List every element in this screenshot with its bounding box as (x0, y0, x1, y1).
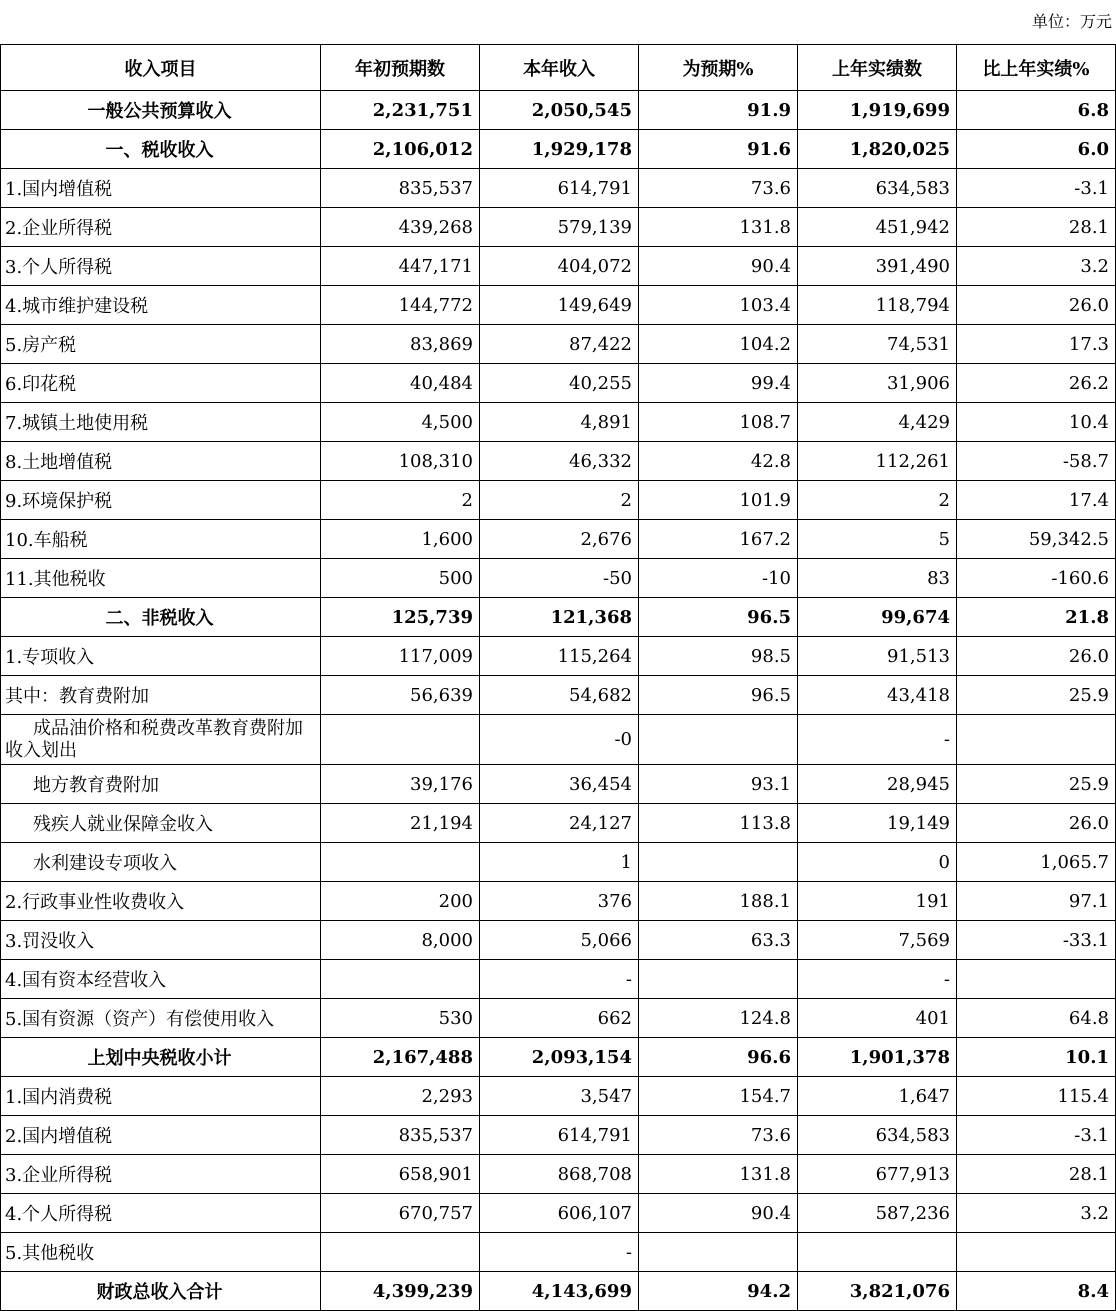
row-budget: 4,399,239 (321, 1272, 480, 1311)
row-label: 5.国有资源（资产）有偿使用收入 (1, 999, 321, 1038)
row-last-year: 191 (798, 882, 957, 921)
row-label: 地方教育费附加 (1, 765, 321, 804)
row-budget: 2,167,488 (321, 1038, 480, 1077)
row-label: 2.国内增值税 (1, 1116, 321, 1155)
row-budget: 2 (321, 481, 480, 520)
table-row (1, 1077, 1116, 1116)
row-pct-last-year: -33.1 (957, 921, 1116, 960)
row-pct-budget: 167.2 (639, 520, 798, 559)
row-budget: 21,194 (321, 804, 480, 843)
row-budget: 144,772 (321, 286, 480, 325)
row-label: 2.企业所得税 (1, 208, 321, 247)
row-last-year: 1,647 (798, 1077, 957, 1116)
row-actual: 2,050,545 (480, 91, 639, 130)
row-pct-budget: 104.2 (639, 325, 798, 364)
row-label: 4.城市维护建设税 (1, 286, 321, 325)
row-pct-last-year: -58.7 (957, 442, 1116, 481)
row-actual: 606,107 (480, 1194, 639, 1233)
table-header (1, 45, 1116, 91)
row-last-year: 634,583 (798, 169, 957, 208)
row-budget: 447,171 (321, 247, 480, 286)
row-pct-budget: 96.5 (639, 598, 798, 637)
table-row (1, 1194, 1116, 1233)
table-row (1, 960, 1116, 999)
table-row (1, 598, 1116, 637)
header-actual: 本年收入 (480, 45, 639, 91)
row-label: 残疾人就业保障金收入 (1, 804, 321, 843)
row-label: 7.城镇土地使用税 (1, 403, 321, 442)
row-pct-last-year: 17.4 (957, 481, 1116, 520)
row-pct-budget: 108.7 (639, 403, 798, 442)
row-last-year: 5 (798, 520, 957, 559)
row-actual: 87,422 (480, 325, 639, 364)
row-pct-budget: 154.7 (639, 1077, 798, 1116)
row-last-year: 677,913 (798, 1155, 957, 1194)
row-actual: 115,264 (480, 637, 639, 676)
revenue-table (0, 44, 1116, 1311)
row-pct-budget: 99.4 (639, 364, 798, 403)
row-pct-last-year: 10.1 (957, 1038, 1116, 1077)
row-actual: 2,676 (480, 520, 639, 559)
row-pct-last-year: 1,065.7 (957, 843, 1116, 882)
row-last-year: 112,261 (798, 442, 957, 481)
table-row (1, 1272, 1116, 1311)
row-last-year: 3,821,076 (798, 1272, 957, 1311)
row-budget (321, 843, 480, 882)
row-last-year: 2 (798, 481, 957, 520)
row-label: 10.车船税 (1, 520, 321, 559)
row-actual: 54,682 (480, 676, 639, 715)
row-last-year: - (798, 715, 957, 765)
row-label: 4.国有资本经营收入 (1, 960, 321, 999)
header-row (1, 45, 1116, 91)
row-label: 其中：教育费附加 (1, 676, 321, 715)
row-pct-budget: 91.9 (639, 91, 798, 130)
row-pct-budget: 96.5 (639, 676, 798, 715)
row-pct-budget: -10 (639, 559, 798, 598)
row-actual: 36,454 (480, 765, 639, 804)
row-budget: 39,176 (321, 765, 480, 804)
table-row (1, 804, 1116, 843)
row-label: 3.个人所得税 (1, 247, 321, 286)
table-row (1, 1233, 1116, 1272)
row-last-year: 1,919,699 (798, 91, 957, 130)
row-last-year: 28,945 (798, 765, 957, 804)
row-pct-last-year: 17.3 (957, 325, 1116, 364)
row-budget: 835,537 (321, 1116, 480, 1155)
header-last-year: 上年实绩数 (798, 45, 957, 91)
row-last-year (798, 1233, 957, 1272)
row-pct-budget: 90.4 (639, 247, 798, 286)
table-body (1, 91, 1116, 1311)
row-pct-budget: 131.8 (639, 208, 798, 247)
row-pct-budget: 93.1 (639, 765, 798, 804)
row-label: 1.国内增值税 (1, 169, 321, 208)
row-pct-last-year: 6.8 (957, 91, 1116, 130)
table-row (1, 481, 1116, 520)
table-row (1, 676, 1116, 715)
table-row (1, 91, 1116, 130)
table-row (1, 286, 1116, 325)
row-label: 水利建设专项收入 (1, 843, 321, 882)
row-actual: 40,255 (480, 364, 639, 403)
row-label: 5.其他税收 (1, 1233, 321, 1272)
row-actual: 1 (480, 843, 639, 882)
row-pct-last-year (957, 960, 1116, 999)
row-pct-last-year: 26.0 (957, 286, 1116, 325)
row-label: 1.专项收入 (1, 637, 321, 676)
row-actual: 868,708 (480, 1155, 639, 1194)
row-label: 3.企业所得税 (1, 1155, 321, 1194)
table-row (1, 715, 1116, 765)
row-last-year: 1,820,025 (798, 130, 957, 169)
row-pct-last-year: 59,342.5 (957, 520, 1116, 559)
row-pct-last-year: 28.1 (957, 1155, 1116, 1194)
header-budget: 年初预期数 (321, 45, 480, 91)
row-last-year: 634,583 (798, 1116, 957, 1155)
table-row (1, 843, 1116, 882)
row-actual: 1,929,178 (480, 130, 639, 169)
row-label: 1.国内消费税 (1, 1077, 321, 1116)
row-last-year: 74,531 (798, 325, 957, 364)
table-row (1, 1116, 1116, 1155)
row-pct-last-year: 25.9 (957, 676, 1116, 715)
row-last-year: 31,906 (798, 364, 957, 403)
row-last-year: 391,490 (798, 247, 957, 286)
row-actual: 579,139 (480, 208, 639, 247)
table-row (1, 403, 1116, 442)
table-row (1, 442, 1116, 481)
row-last-year: 19,149 (798, 804, 957, 843)
row-actual: -50 (480, 559, 639, 598)
row-budget: 530 (321, 999, 480, 1038)
row-label: 11.其他税收 (1, 559, 321, 598)
row-budget: 2,293 (321, 1077, 480, 1116)
row-pct-last-year: 6.0 (957, 130, 1116, 169)
row-pct-budget: 103.4 (639, 286, 798, 325)
row-last-year: 1,901,378 (798, 1038, 957, 1077)
unit-label: 单位：万元 (1031, 12, 1112, 31)
row-pct-last-year: 21.8 (957, 598, 1116, 637)
row-label: 二、非税收入 (1, 598, 321, 637)
row-last-year: 401 (798, 999, 957, 1038)
row-last-year: 83 (798, 559, 957, 598)
table-row (1, 364, 1116, 403)
row-actual: 24,127 (480, 804, 639, 843)
row-label: 3.罚没收入 (1, 921, 321, 960)
table-row (1, 921, 1116, 960)
row-pct-last-year: 26.0 (957, 637, 1116, 676)
header-item: 收入项目 (1, 45, 321, 91)
row-label: 6.印花税 (1, 364, 321, 403)
row-budget: 439,268 (321, 208, 480, 247)
row-budget: 40,484 (321, 364, 480, 403)
row-budget: 8,000 (321, 921, 480, 960)
row-pct-last-year: 26.0 (957, 804, 1116, 843)
row-budget: 658,901 (321, 1155, 480, 1194)
row-pct-budget: 124.8 (639, 999, 798, 1038)
table-row (1, 637, 1116, 676)
row-pct-last-year (957, 715, 1116, 765)
row-budget (321, 1233, 480, 1272)
row-label: 8.土地增值税 (1, 442, 321, 481)
row-actual: 46,332 (480, 442, 639, 481)
row-pct-budget: 63.3 (639, 921, 798, 960)
row-pct-budget (639, 715, 798, 765)
table-row (1, 130, 1116, 169)
row-label: 4.个人所得税 (1, 1194, 321, 1233)
row-budget: 4,500 (321, 403, 480, 442)
row-budget: 670,757 (321, 1194, 480, 1233)
row-actual: - (480, 1233, 639, 1272)
row-pct-budget (639, 843, 798, 882)
row-pct-last-year: 10.4 (957, 403, 1116, 442)
row-pct-budget: 90.4 (639, 1194, 798, 1233)
row-label: 5.房产税 (1, 325, 321, 364)
row-budget: 83,869 (321, 325, 480, 364)
row-budget: 2,106,012 (321, 130, 480, 169)
row-actual: 2,093,154 (480, 1038, 639, 1077)
row-budget: 108,310 (321, 442, 480, 481)
row-actual: 404,072 (480, 247, 639, 286)
row-budget (321, 715, 480, 765)
table-row (1, 765, 1116, 804)
row-budget (321, 960, 480, 999)
table-row (1, 520, 1116, 559)
row-pct-budget: 73.6 (639, 1116, 798, 1155)
table-row (1, 325, 1116, 364)
table-row (1, 208, 1116, 247)
table-row (1, 999, 1116, 1038)
row-budget: 117,009 (321, 637, 480, 676)
table-row (1, 559, 1116, 598)
row-budget: 2,231,751 (321, 91, 480, 130)
row-actual: 614,791 (480, 1116, 639, 1155)
row-budget: 125,739 (321, 598, 480, 637)
row-actual: 3,547 (480, 1077, 639, 1116)
header-pct-last-year: 比上年实绩% (957, 45, 1116, 91)
table-row (1, 247, 1116, 286)
row-budget: 200 (321, 882, 480, 921)
row-last-year: 118,794 (798, 286, 957, 325)
row-pct-last-year: 64.8 (957, 999, 1116, 1038)
row-label: 成品油价格和税费改革教育费附加收入划出 (1, 715, 321, 765)
row-pct-budget: 131.8 (639, 1155, 798, 1194)
row-label: 一般公共预算收入 (1, 91, 321, 130)
table-row (1, 1038, 1116, 1077)
row-actual: - (480, 960, 639, 999)
row-actual: 4,891 (480, 403, 639, 442)
row-pct-last-year: -3.1 (957, 1116, 1116, 1155)
row-pct-budget: 98.5 (639, 637, 798, 676)
row-label: 财政总收入合计 (1, 1272, 321, 1311)
row-last-year: 0 (798, 843, 957, 882)
row-last-year: 587,236 (798, 1194, 957, 1233)
row-actual: 662 (480, 999, 639, 1038)
row-budget: 1,600 (321, 520, 480, 559)
row-actual: 5,066 (480, 921, 639, 960)
row-pct-budget: 94.2 (639, 1272, 798, 1311)
row-actual: 4,143,699 (480, 1272, 639, 1311)
row-budget: 500 (321, 559, 480, 598)
row-pct-budget: 73.6 (639, 169, 798, 208)
row-label: 一、税收收入 (1, 130, 321, 169)
row-pct-budget: 91.6 (639, 130, 798, 169)
header-pct-budget: 为预期% (639, 45, 798, 91)
row-actual: 614,791 (480, 169, 639, 208)
table-row (1, 882, 1116, 921)
row-last-year: 4,429 (798, 403, 957, 442)
row-last-year: - (798, 960, 957, 999)
row-label: 上划中央税收小计 (1, 1038, 321, 1077)
row-budget: 835,537 (321, 169, 480, 208)
row-pct-budget: 42.8 (639, 442, 798, 481)
row-pct-budget (639, 1233, 798, 1272)
table-row (1, 1155, 1116, 1194)
row-pct-budget: 101.9 (639, 481, 798, 520)
row-pct-last-year: 8.4 (957, 1272, 1116, 1311)
row-pct-last-year: 28.1 (957, 208, 1116, 247)
row-pct-last-year: -3.1 (957, 169, 1116, 208)
table-row (1, 169, 1116, 208)
row-budget: 56,639 (321, 676, 480, 715)
row-pct-last-year: 26.2 (957, 364, 1116, 403)
row-pct-last-year: -160.6 (957, 559, 1116, 598)
row-pct-last-year (957, 1233, 1116, 1272)
row-pct-budget (639, 960, 798, 999)
row-actual: 2 (480, 481, 639, 520)
row-pct-budget: 188.1 (639, 882, 798, 921)
row-last-year: 91,513 (798, 637, 957, 676)
row-pct-last-year: 115.4 (957, 1077, 1116, 1116)
row-pct-last-year: 3.2 (957, 1194, 1116, 1233)
row-pct-last-year: 97.1 (957, 882, 1116, 921)
row-label: 9.环境保护税 (1, 481, 321, 520)
row-last-year: 451,942 (798, 208, 957, 247)
row-pct-last-year: 25.9 (957, 765, 1116, 804)
row-actual: 149,649 (480, 286, 639, 325)
row-last-year: 99,674 (798, 598, 957, 637)
row-pct-last-year: 3.2 (957, 247, 1116, 286)
row-actual: 121,368 (480, 598, 639, 637)
row-last-year: 7,569 (798, 921, 957, 960)
row-last-year: 43,418 (798, 676, 957, 715)
row-actual: -0 (480, 715, 639, 765)
row-pct-budget: 113.8 (639, 804, 798, 843)
row-actual: 376 (480, 882, 639, 921)
row-label: 2.行政事业性收费收入 (1, 882, 321, 921)
row-pct-budget: 96.6 (639, 1038, 798, 1077)
